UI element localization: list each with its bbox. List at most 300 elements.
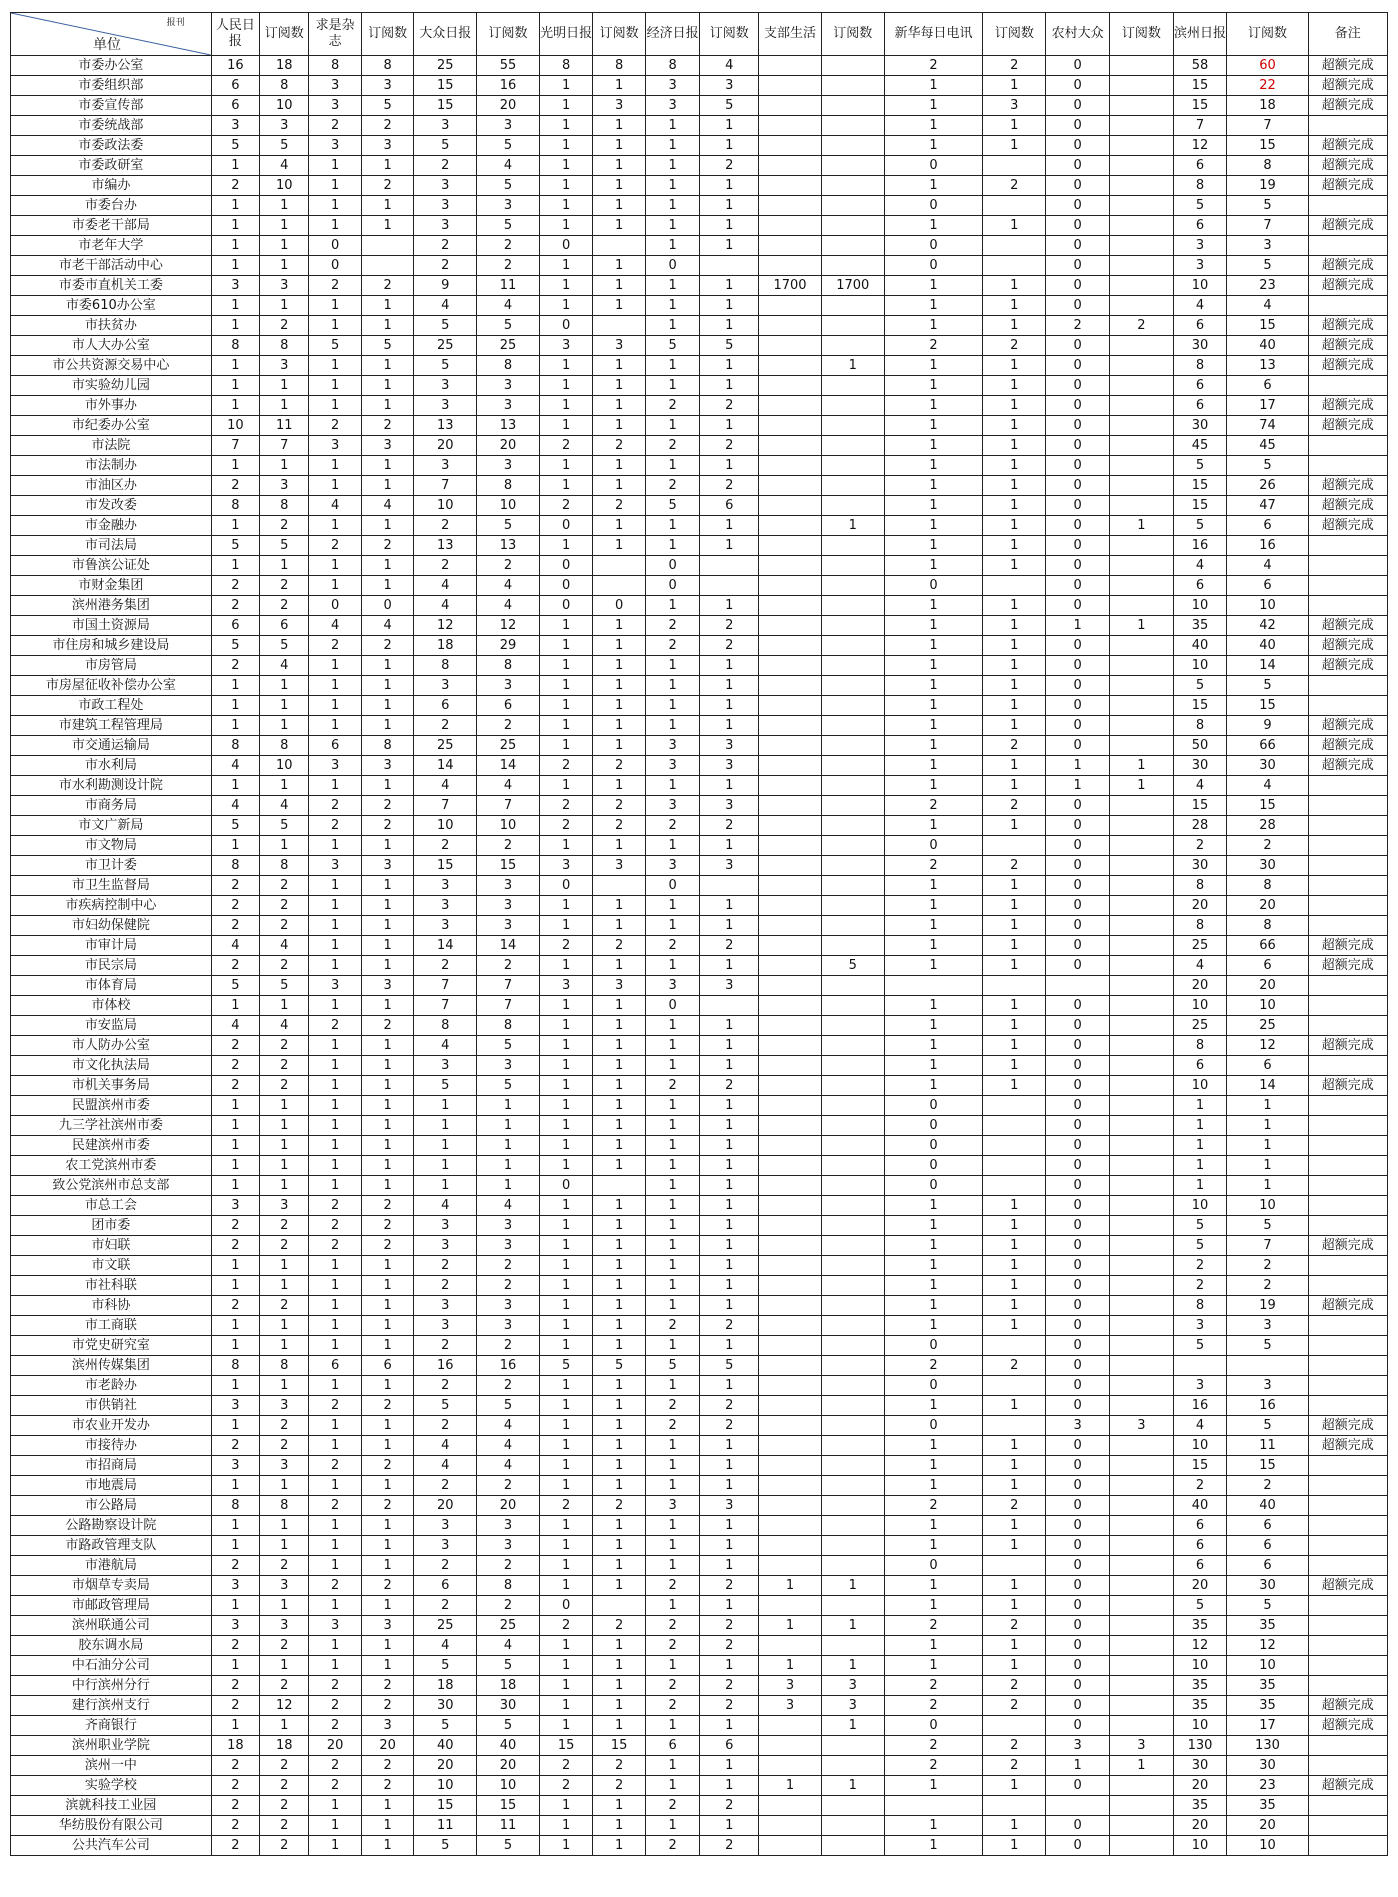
table-row xyxy=(11,456,1388,476)
value-cell: 1 xyxy=(700,1336,759,1356)
table-row xyxy=(11,1376,1388,1396)
value-cell xyxy=(1110,1316,1174,1336)
value-cell: 1 xyxy=(1110,516,1174,536)
value-cell: 2 xyxy=(477,1376,540,1396)
value-cell: 1 xyxy=(309,1536,361,1556)
remark-cell: 超额完成 xyxy=(1308,156,1387,176)
remark-cell xyxy=(1308,1616,1387,1636)
value-cell xyxy=(1110,956,1174,976)
value-cell: 2 xyxy=(983,796,1046,816)
value-cell: 1 xyxy=(539,1116,593,1136)
value-cell: 1 xyxy=(983,776,1046,796)
value-cell: 1 xyxy=(211,376,259,396)
value-cell: 1 xyxy=(884,916,983,936)
unit-name-cell: 民盟滨州市委 xyxy=(11,1096,212,1116)
value-cell: 0 xyxy=(1046,436,1110,456)
value-cell: 1 xyxy=(593,1636,645,1656)
value-cell: 2 xyxy=(539,816,593,836)
value-cell: 1 xyxy=(1227,1176,1308,1196)
table-row xyxy=(11,1136,1388,1156)
value-cell xyxy=(1110,1076,1174,1096)
unit-name-cell: 滨州一中 xyxy=(11,1756,212,1776)
value-cell: 5 xyxy=(211,976,259,996)
value-cell xyxy=(821,1036,884,1056)
value-cell: 1 xyxy=(260,1176,309,1196)
value-cell: 1 xyxy=(700,916,759,936)
value-cell: 9 xyxy=(414,276,477,296)
value-cell: 16 xyxy=(1227,536,1308,556)
value-cell: 15 xyxy=(414,856,477,876)
value-cell: 1 xyxy=(309,376,361,396)
value-cell: 1 xyxy=(593,376,645,396)
value-cell: 1 xyxy=(309,1036,361,1056)
value-cell: 5 xyxy=(539,1356,593,1376)
value-cell: 1 xyxy=(983,896,1046,916)
value-cell: 1 xyxy=(700,1096,759,1116)
table-row xyxy=(11,676,1388,696)
value-cell: 1 xyxy=(309,916,361,936)
value-cell: 2 xyxy=(414,516,477,536)
value-cell: 1 xyxy=(211,1336,259,1356)
value-cell: 1 xyxy=(539,1676,593,1696)
value-cell: 1 xyxy=(211,1156,259,1176)
value-cell: 0 xyxy=(1046,596,1110,616)
value-cell: 3 xyxy=(361,1616,413,1636)
value-cell: 30 xyxy=(1173,1756,1227,1776)
value-cell: 2 xyxy=(309,116,361,136)
value-cell: 1 xyxy=(884,1536,983,1556)
value-cell xyxy=(759,236,822,256)
value-cell: 1 xyxy=(361,1416,413,1436)
value-cell: 1 xyxy=(260,556,309,576)
value-cell: 2 xyxy=(260,1216,309,1236)
value-cell: 1 xyxy=(983,1056,1046,1076)
value-cell: 2 xyxy=(477,836,540,856)
value-cell: 8 xyxy=(260,496,309,516)
value-cell: 0 xyxy=(1046,1316,1110,1336)
table-row xyxy=(11,176,1388,196)
value-cell: 2 xyxy=(260,596,309,616)
value-cell: 1 xyxy=(361,216,413,236)
value-cell: 2 xyxy=(414,1556,477,1576)
value-cell: 11 xyxy=(1227,1436,1308,1456)
value-cell: 1 xyxy=(645,896,700,916)
value-cell: 3 xyxy=(309,76,361,96)
value-cell: 6 xyxy=(211,96,259,116)
value-cell xyxy=(821,236,884,256)
value-cell: 5 xyxy=(361,96,413,116)
value-cell xyxy=(593,556,645,576)
value-cell: 1 xyxy=(309,1056,361,1076)
value-cell: 15 xyxy=(1173,796,1227,816)
value-cell: 1 xyxy=(884,536,983,556)
value-cell: 0 xyxy=(1046,1576,1110,1596)
value-cell xyxy=(821,256,884,276)
value-cell: 10 xyxy=(477,1776,540,1796)
value-cell: 1 xyxy=(309,996,361,1016)
value-cell: 4 xyxy=(477,576,540,596)
unit-name-cell: 市房屋征收补偿办公室 xyxy=(11,676,212,696)
value-cell: 3 xyxy=(309,756,361,776)
table-row xyxy=(11,1456,1388,1476)
value-cell: 2 xyxy=(593,1776,645,1796)
value-cell: 5 xyxy=(211,816,259,836)
value-cell xyxy=(821,1636,884,1656)
value-cell xyxy=(821,1436,884,1456)
value-cell: 1 xyxy=(983,636,1046,656)
value-cell: 3 xyxy=(593,336,645,356)
value-cell: 2 xyxy=(593,1616,645,1636)
value-cell: 3 xyxy=(700,736,759,756)
value-cell: 4 xyxy=(477,1436,540,1456)
value-cell xyxy=(759,196,822,216)
value-cell: 1 xyxy=(211,1116,259,1136)
value-cell: 1 xyxy=(309,876,361,896)
value-cell: 1 xyxy=(884,1076,983,1096)
value-cell: 1 xyxy=(309,396,361,416)
value-cell: 3 xyxy=(477,116,540,136)
value-cell xyxy=(759,956,822,976)
remark-cell xyxy=(1308,1176,1387,1196)
value-cell: 15 xyxy=(1227,316,1308,336)
value-cell xyxy=(821,1336,884,1356)
value-cell xyxy=(759,1596,822,1616)
value-cell: 3 xyxy=(477,1296,540,1316)
column-header: 订阅数 xyxy=(593,13,645,56)
value-cell: 1 xyxy=(884,1596,983,1616)
value-cell: 1 xyxy=(211,356,259,376)
value-cell: 3 xyxy=(309,96,361,116)
column-header: 订阅数 xyxy=(260,13,309,56)
value-cell xyxy=(759,1436,822,1456)
value-cell: 1 xyxy=(361,916,413,936)
remark-cell xyxy=(1308,1276,1387,1296)
value-cell xyxy=(361,256,413,276)
value-cell: 1 xyxy=(593,1816,645,1836)
remark-cell: 超额完成 xyxy=(1308,396,1387,416)
value-cell: 1 xyxy=(309,1516,361,1536)
value-cell: 2 xyxy=(211,896,259,916)
value-cell xyxy=(983,1136,1046,1156)
unit-name-cell: 市司法局 xyxy=(11,536,212,556)
value-cell xyxy=(821,796,884,816)
value-cell xyxy=(821,576,884,596)
remark-cell: 超额完成 xyxy=(1308,936,1387,956)
column-header: 订阅数 xyxy=(477,13,540,56)
value-cell: 20 xyxy=(1173,1776,1227,1796)
value-cell: 4 xyxy=(414,596,477,616)
value-cell: 1 xyxy=(821,1776,884,1796)
value-cell: 1 xyxy=(983,816,1046,836)
value-cell: 2 xyxy=(414,1276,477,1296)
value-cell: 2 xyxy=(645,396,700,416)
value-cell: 1 xyxy=(983,1396,1046,1416)
value-cell: 3 xyxy=(260,276,309,296)
value-cell: 1 xyxy=(361,1316,413,1336)
value-cell: 3 xyxy=(700,76,759,96)
value-cell: 2 xyxy=(260,316,309,336)
table-row xyxy=(11,776,1388,796)
unit-name-cell: 团市委 xyxy=(11,1216,212,1236)
value-cell xyxy=(759,416,822,436)
remark-cell: 超额完成 xyxy=(1308,1416,1387,1436)
value-cell xyxy=(759,296,822,316)
value-cell: 3 xyxy=(1173,1376,1227,1396)
value-cell: 4 xyxy=(414,576,477,596)
value-cell: 6 xyxy=(1173,1536,1227,1556)
table-row xyxy=(11,1656,1388,1676)
column-header: 订阅数 xyxy=(1227,13,1308,56)
remark-cell xyxy=(1308,1056,1387,1076)
value-cell xyxy=(821,1276,884,1296)
value-cell: 15 xyxy=(414,76,477,96)
value-cell: 20 xyxy=(309,1736,361,1756)
remark-cell: 超额完成 xyxy=(1308,756,1387,776)
value-cell: 2 xyxy=(1110,316,1174,336)
value-cell: 1 xyxy=(260,376,309,396)
value-cell: 1 xyxy=(983,276,1046,296)
value-cell: 1 xyxy=(645,416,700,436)
value-cell xyxy=(1110,1476,1174,1496)
value-cell: 2 xyxy=(884,1356,983,1376)
value-cell: 1700 xyxy=(821,276,884,296)
value-cell: 1 xyxy=(983,1276,1046,1296)
value-cell: 1 xyxy=(539,636,593,656)
value-cell: 2 xyxy=(260,1416,309,1436)
value-cell: 0 xyxy=(1046,1516,1110,1536)
value-cell xyxy=(759,1456,822,1476)
value-cell: 1 xyxy=(884,896,983,916)
remark-cell xyxy=(1308,1816,1387,1836)
column-header: 新华每日电讯 xyxy=(884,13,983,56)
value-cell: 2 xyxy=(309,1016,361,1036)
value-cell: 60 xyxy=(1227,56,1308,76)
value-cell: 1 xyxy=(260,696,309,716)
value-cell: 40 xyxy=(1227,1496,1308,1516)
value-cell: 1 xyxy=(759,1576,822,1596)
value-cell: 2 xyxy=(1227,1276,1308,1296)
value-cell: 1 xyxy=(361,1156,413,1176)
table-row xyxy=(11,316,1388,336)
value-cell xyxy=(1110,656,1174,676)
value-cell: 0 xyxy=(309,256,361,276)
value-cell: 2 xyxy=(700,156,759,176)
remark-cell xyxy=(1308,1676,1387,1696)
value-cell: 1 xyxy=(260,296,309,316)
unit-name-cell: 市人大办公室 xyxy=(11,336,212,356)
value-cell: 1 xyxy=(260,396,309,416)
value-cell: 0 xyxy=(1046,816,1110,836)
value-cell: 2 xyxy=(361,1236,413,1256)
value-cell: 1 xyxy=(983,76,1046,96)
unit-name-cell: 市委统战部 xyxy=(11,116,212,136)
value-cell: 1 xyxy=(593,1036,645,1056)
unit-name-cell: 市卫计委 xyxy=(11,856,212,876)
value-cell: 0 xyxy=(539,516,593,536)
value-cell: 18 xyxy=(414,1676,477,1696)
value-cell: 0 xyxy=(884,236,983,256)
value-cell xyxy=(759,1096,822,1116)
value-cell: 1 xyxy=(700,1376,759,1396)
value-cell: 1 xyxy=(700,656,759,676)
value-cell: 2 xyxy=(700,396,759,416)
value-cell xyxy=(821,1136,884,1156)
value-cell: 1 xyxy=(983,556,1046,576)
value-cell xyxy=(983,256,1046,276)
unit-name-cell: 市接待办 xyxy=(11,1436,212,1456)
value-cell: 4 xyxy=(414,1036,477,1056)
value-cell: 1 xyxy=(539,1416,593,1436)
value-cell: 1 xyxy=(884,1656,983,1676)
value-cell: 1 xyxy=(593,1676,645,1696)
value-cell: 1 xyxy=(309,576,361,596)
value-cell: 2 xyxy=(260,1296,309,1316)
value-cell: 1 xyxy=(884,1276,983,1296)
value-cell: 0 xyxy=(645,256,700,276)
table-row xyxy=(11,1756,1388,1776)
value-cell xyxy=(821,536,884,556)
value-cell: 1 xyxy=(309,1476,361,1496)
unit-name-cell: 市路政管理支队 xyxy=(11,1536,212,1556)
value-cell xyxy=(1110,1336,1174,1356)
value-cell: 20 xyxy=(1227,976,1308,996)
value-cell: 8 xyxy=(260,736,309,756)
value-cell: 0 xyxy=(1046,1016,1110,1036)
value-cell: 1 xyxy=(983,596,1046,616)
unit-name-cell: 市委台办 xyxy=(11,196,212,216)
value-cell: 4 xyxy=(414,1436,477,1456)
value-cell: 1 xyxy=(260,1156,309,1176)
value-cell: 5 xyxy=(1227,676,1308,696)
value-cell: 3 xyxy=(211,1396,259,1416)
value-cell: 1 xyxy=(884,1036,983,1056)
value-cell: 3 xyxy=(414,176,477,196)
value-cell: 0 xyxy=(1046,276,1110,296)
value-cell: 1 xyxy=(593,736,645,756)
value-cell: 1 xyxy=(361,196,413,216)
value-cell: 1 xyxy=(593,276,645,296)
value-cell xyxy=(821,1256,884,1276)
value-cell: 1 xyxy=(211,256,259,276)
value-cell: 2 xyxy=(700,1836,759,1856)
value-cell: 5 xyxy=(1173,1336,1227,1356)
value-cell: 1 xyxy=(645,916,700,936)
value-cell: 2 xyxy=(211,1816,259,1836)
value-cell: 1 xyxy=(884,636,983,656)
unit-name-cell: 市财金集团 xyxy=(11,576,212,596)
value-cell: 2 xyxy=(593,1496,645,1516)
value-cell xyxy=(700,256,759,276)
value-cell: 2 xyxy=(211,656,259,676)
value-cell: 1 xyxy=(593,296,645,316)
table-row xyxy=(11,1636,1388,1656)
value-cell: 20 xyxy=(1173,1816,1227,1836)
value-cell: 1 xyxy=(700,1056,759,1076)
value-cell: 1 xyxy=(539,896,593,916)
value-cell: 7 xyxy=(414,476,477,496)
value-cell: 2 xyxy=(211,596,259,616)
value-cell: 1 xyxy=(593,656,645,676)
remark-cell xyxy=(1308,596,1387,616)
value-cell: 25 xyxy=(477,1616,540,1636)
unit-name-cell: 市金融办 xyxy=(11,516,212,536)
value-cell: 7 xyxy=(1227,116,1308,136)
value-cell: 2 xyxy=(211,476,259,496)
value-cell: 1 xyxy=(700,1296,759,1316)
value-cell: 1 xyxy=(983,1036,1046,1056)
value-cell: 3 xyxy=(700,976,759,996)
value-cell xyxy=(821,716,884,736)
value-cell: 3 xyxy=(645,856,700,876)
value-cell: 1 xyxy=(361,1556,413,1576)
value-cell: 10 xyxy=(414,816,477,836)
value-cell: 1 xyxy=(593,156,645,176)
value-cell: 1 xyxy=(361,396,413,416)
table-row xyxy=(11,296,1388,316)
value-cell: 1 xyxy=(539,1476,593,1496)
value-cell: 2 xyxy=(361,536,413,556)
value-cell: 2 xyxy=(645,476,700,496)
value-cell: 35 xyxy=(1173,1796,1227,1816)
value-cell: 0 xyxy=(1046,1096,1110,1116)
value-cell: 1 xyxy=(477,1156,540,1176)
value-cell: 30 xyxy=(1227,856,1308,876)
value-cell: 1 xyxy=(759,1616,822,1636)
value-cell: 1 xyxy=(645,296,700,316)
value-cell: 1 xyxy=(983,116,1046,136)
value-cell: 1 xyxy=(884,956,983,976)
value-cell: 1 xyxy=(211,836,259,856)
value-cell: 0 xyxy=(1046,1216,1110,1236)
remark-cell: 超额完成 xyxy=(1308,1776,1387,1796)
value-cell: 1 xyxy=(645,196,700,216)
value-cell: 55 xyxy=(477,56,540,76)
table-row xyxy=(11,1276,1388,1296)
value-cell: 1 xyxy=(414,1136,477,1156)
remark-cell xyxy=(1308,896,1387,916)
table-row xyxy=(11,376,1388,396)
value-cell: 8 xyxy=(211,496,259,516)
value-cell xyxy=(821,416,884,436)
value-cell xyxy=(759,896,822,916)
value-cell: 2 xyxy=(309,1456,361,1476)
value-cell: 1 xyxy=(361,716,413,736)
value-cell: 0 xyxy=(1046,1656,1110,1676)
value-cell xyxy=(1110,1296,1174,1316)
value-cell: 0 xyxy=(1046,536,1110,556)
value-cell: 1 xyxy=(211,296,259,316)
value-cell: 2 xyxy=(983,176,1046,196)
value-cell: 1 xyxy=(211,216,259,236)
column-header: 订阅数 xyxy=(361,13,413,56)
table-row xyxy=(11,996,1388,1016)
value-cell: 1 xyxy=(700,1116,759,1136)
value-cell: 1 xyxy=(593,776,645,796)
value-cell: 18 xyxy=(260,56,309,76)
value-cell: 8 xyxy=(211,1496,259,1516)
value-cell: 8 xyxy=(1227,876,1308,896)
remark-cell: 超额完成 xyxy=(1308,216,1387,236)
value-cell: 2 xyxy=(260,1436,309,1456)
value-cell: 1 xyxy=(645,956,700,976)
value-cell: 1 xyxy=(983,656,1046,676)
value-cell: 4 xyxy=(361,496,413,516)
remark-cell: 超额完成 xyxy=(1308,1436,1387,1456)
value-cell: 0 xyxy=(1046,1616,1110,1636)
value-cell: 2 xyxy=(1173,1476,1227,1496)
value-cell xyxy=(700,876,759,896)
value-cell xyxy=(983,1336,1046,1356)
